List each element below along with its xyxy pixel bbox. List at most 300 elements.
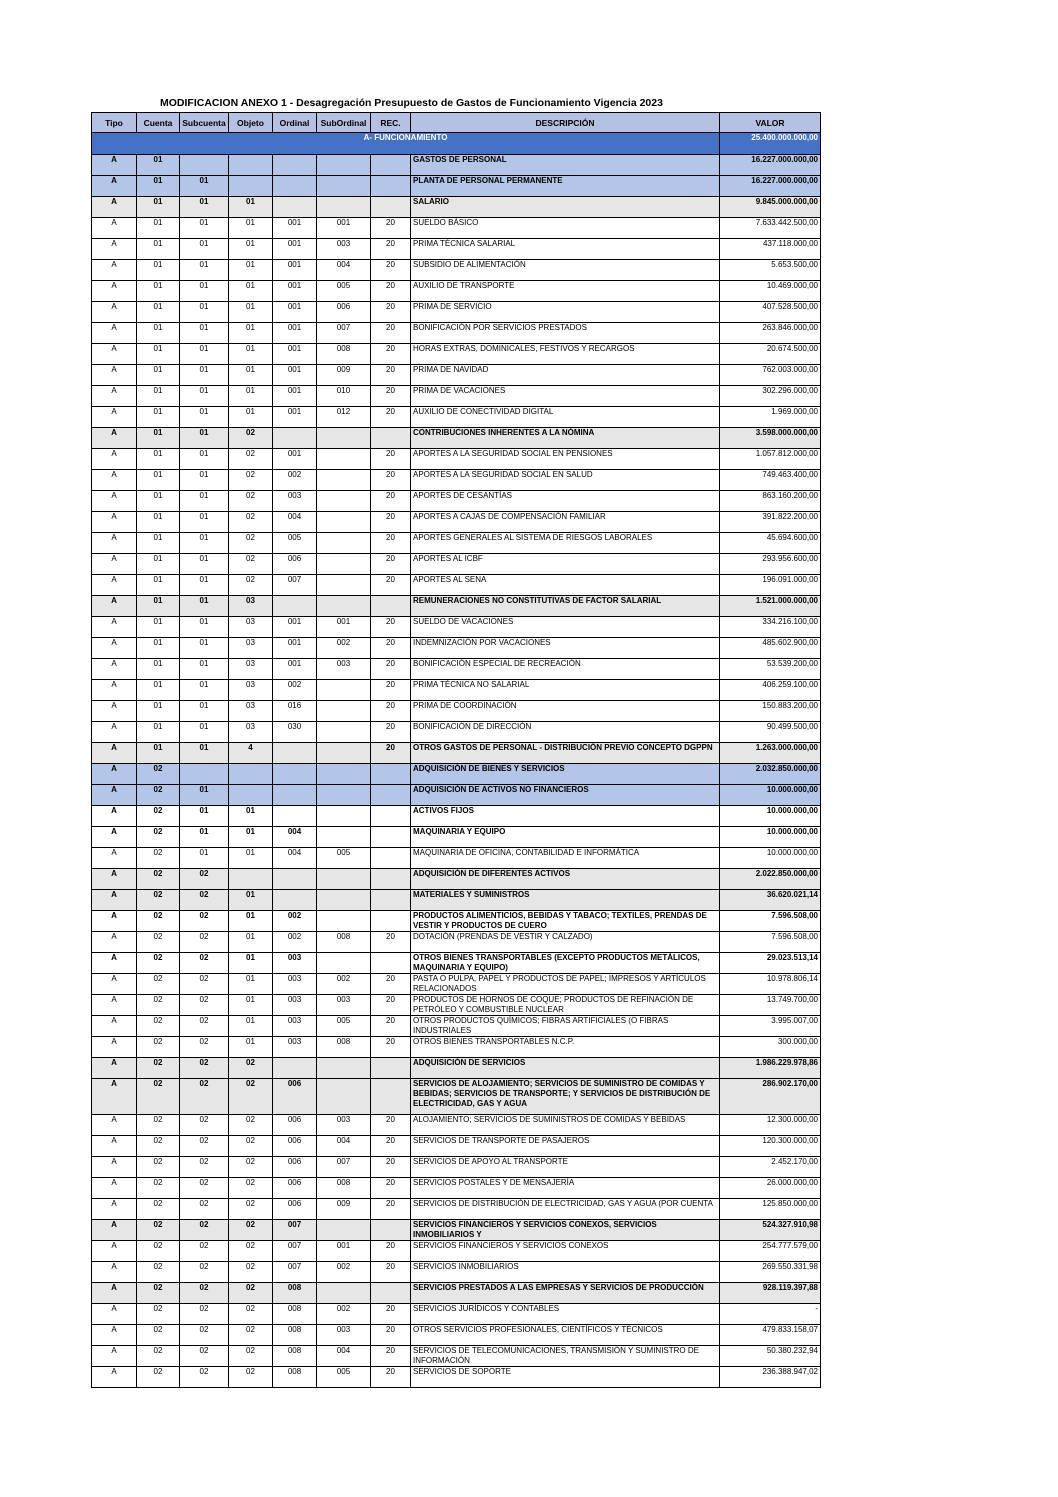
cell-cuenta: 02 <box>137 911 180 932</box>
table-row <box>92 680 821 701</box>
table-row <box>92 1157 821 1178</box>
cell-subordinal: 005 <box>317 1016 371 1037</box>
cell-subordinal <box>317 764 371 785</box>
cell-subordinal: 003 <box>317 659 371 680</box>
cell-tipo: A <box>92 995 137 1016</box>
cell-tipo: A <box>92 407 137 428</box>
table-row <box>92 386 821 407</box>
cell-subordinal: 012 <box>317 407 371 428</box>
cell-subcuenta: 01 <box>180 617 229 638</box>
cell-cuenta: 01 <box>137 470 180 491</box>
cell-subcuenta: 02 <box>180 1220 229 1241</box>
cell-rec: 20 <box>371 1037 411 1058</box>
table-row <box>92 659 821 680</box>
cell-objeto: 01 <box>229 281 273 302</box>
cell-cuenta: 01 <box>137 617 180 638</box>
cell-cuenta: 01 <box>137 722 180 743</box>
cell-valor: 286.902.170,00 <box>720 1079 821 1115</box>
cell-cuenta: 01 <box>137 701 180 722</box>
cell-tipo: A <box>92 1283 137 1304</box>
cell-valor: 437.118.000,00 <box>720 239 821 260</box>
cell-cuenta: 01 <box>137 176 180 197</box>
col-header-cuenta: Cuenta <box>137 113 180 133</box>
section-band-row <box>92 133 821 155</box>
col-header-subcuenta: Subcuenta <box>180 113 229 133</box>
cell-descripcion: MATERIALES Y SUMINISTROS <box>411 890 720 911</box>
cell-tipo: A <box>92 533 137 554</box>
cell-tipo: A <box>92 1262 137 1283</box>
cell-descripcion: INDEMNIZACIÓN POR VACACIONES <box>411 638 720 659</box>
cell-objeto: 02 <box>229 491 273 512</box>
cell-objeto: 02 <box>229 1304 273 1325</box>
cell-descripcion: SERVICIOS DE TRANSPORTE DE PASAJEROS <box>411 1136 720 1157</box>
cell-subcuenta: 01 <box>180 470 229 491</box>
col-header-descripcion: DESCRIPCIÓN <box>411 113 720 133</box>
table-row <box>92 491 821 512</box>
cell-valor: 1.521.000.000,00 <box>720 596 821 617</box>
cell-subcuenta: 01 <box>180 533 229 554</box>
cell-objeto: 03 <box>229 617 273 638</box>
table-row <box>92 617 821 638</box>
cell-valor: 45.694.600,00 <box>720 533 821 554</box>
cell-objeto: 02 <box>229 449 273 470</box>
cell-subcuenta: 02 <box>180 1367 229 1388</box>
cell-valor: 293.956.600,00 <box>720 554 821 575</box>
table-row <box>92 848 821 869</box>
cell-cuenta: 02 <box>137 1283 180 1304</box>
cell-descripcion: SERVICIOS DE APOYO AL TRANSPORTE <box>411 1157 720 1178</box>
cell-cuenta: 01 <box>137 596 180 617</box>
cell-tipo: A <box>92 701 137 722</box>
cell-tipo: A <box>92 470 137 491</box>
cell-subordinal: 007 <box>317 1157 371 1178</box>
cell-valor: 485.602.900,00 <box>720 638 821 659</box>
cell-subordinal <box>317 596 371 617</box>
cell-rec: 20 <box>371 239 411 260</box>
table-row <box>92 1283 821 1304</box>
cell-descripcion: PRIMA TÉCNICA NO SALARIAL <box>411 680 720 701</box>
cell-descripcion: SERVICIOS DE SOPORTE <box>411 1367 720 1388</box>
cell-tipo: A <box>92 260 137 281</box>
cell-cuenta: 01 <box>137 218 180 239</box>
cell-rec: 20 <box>371 512 411 533</box>
cell-descripcion: ADQUISICIÓN DE DIFERENTES ACTIVOS <box>411 869 720 890</box>
cell-descripcion: DOTACIÓN (PRENDAS DE VESTIR Y CALZADO) <box>411 932 720 953</box>
cell-subordinal <box>317 554 371 575</box>
cell-cuenta: 02 <box>137 932 180 953</box>
cell-ordinal <box>273 596 317 617</box>
cell-valor: 302.296.000,00 <box>720 386 821 407</box>
cell-descripcion: SERVICIOS DE TELECOMUNICACIONES, TRANSMISIÓN Y SUMINISTRO DE INFORMACIÓN <box>411 1346 720 1367</box>
cell-tipo: A <box>92 1304 137 1325</box>
cell-rec <box>371 890 411 911</box>
table-row <box>92 1241 821 1262</box>
cell-ordinal: 005 <box>273 533 317 554</box>
cell-cuenta: 01 <box>137 239 180 260</box>
cell-objeto: 02 <box>229 575 273 596</box>
cell-objeto: 01 <box>229 1016 273 1037</box>
cell-rec <box>371 1220 411 1241</box>
cell-descripcion: AUXILIO DE TRANSPORTE <box>411 281 720 302</box>
cell-rec: 20 <box>371 617 411 638</box>
cell-descripcion: APORTES AL ICBF <box>411 554 720 575</box>
cell-cuenta: 01 <box>137 428 180 449</box>
cell-descripcion: MAQUINARIA DE OFICINA, CONTABILIDAD E INFORMÁTICA <box>411 848 720 869</box>
cell-tipo: A <box>92 722 137 743</box>
cell-valor: 2.452.170,00 <box>720 1157 821 1178</box>
cell-subcuenta: 01 <box>180 743 229 764</box>
table-row <box>92 449 821 470</box>
cell-cuenta: 02 <box>137 806 180 827</box>
col-header-subordinal: SubOrdinal <box>317 113 371 133</box>
cell-ordinal: 003 <box>273 953 317 974</box>
cell-valor: 50.380.232,94 <box>720 1346 821 1367</box>
col-header-valor: VALOR <box>720 113 821 133</box>
cell-tipo: A <box>92 449 137 470</box>
cell-objeto: 02 <box>229 1262 273 1283</box>
cell-subcuenta: 02 <box>180 1157 229 1178</box>
cell-rec: 20 <box>371 743 411 764</box>
cell-rec: 20 <box>371 995 411 1016</box>
cell-tipo: A <box>92 638 137 659</box>
cell-ordinal: 001 <box>273 344 317 365</box>
cell-objeto: 02 <box>229 512 273 533</box>
cell-subordinal <box>317 785 371 806</box>
cell-tipo: A <box>92 1325 137 1346</box>
cell-objeto: 01 <box>229 953 273 974</box>
cell-subordinal: 005 <box>317 281 371 302</box>
cell-subordinal <box>317 869 371 890</box>
cell-ordinal: 001 <box>273 281 317 302</box>
cell-rec <box>371 869 411 890</box>
table-row <box>92 554 821 575</box>
cell-rec: 20 <box>371 260 411 281</box>
cell-objeto: 01 <box>229 1037 273 1058</box>
cell-objeto: 01 <box>229 302 273 323</box>
cell-descripcion: OTROS PRODUCTOS QUÍMICOS; FIBRAS ARTIFICIALES (O FIBRAS INDUSTRIALES <box>411 1016 720 1037</box>
cell-rec <box>371 953 411 974</box>
cell-objeto: 03 <box>229 659 273 680</box>
cell-valor: 150.883.200,00 <box>720 701 821 722</box>
cell-subcuenta: 02 <box>180 1037 229 1058</box>
table-row <box>92 323 821 344</box>
cell-rec: 20 <box>371 344 411 365</box>
cell-objeto: 01 <box>229 806 273 827</box>
cell-subcuenta: 02 <box>180 1058 229 1079</box>
cell-descripcion: ACTIVOS FIJOS <box>411 806 720 827</box>
cell-subordinal <box>317 722 371 743</box>
cell-subcuenta: 01 <box>180 407 229 428</box>
cell-objeto: 03 <box>229 638 273 659</box>
cell-subcuenta: 02 <box>180 1136 229 1157</box>
cell-tipo: A <box>92 239 137 260</box>
cell-subcuenta: 02 <box>180 1115 229 1136</box>
cell-valor: 300.000,00 <box>720 1037 821 1058</box>
cell-subordinal <box>317 1079 371 1115</box>
cell-subcuenta: 01 <box>180 638 229 659</box>
cell-descripcion: BONIFICACIÓN POR SERVICIOS PRESTADOS <box>411 323 720 344</box>
cell-tipo: A <box>92 953 137 974</box>
cell-subordinal <box>317 176 371 197</box>
table-row <box>92 575 821 596</box>
cell-descripcion: BONIFICACIÓN DE DIRECCIÓN <box>411 722 720 743</box>
table-row <box>92 953 821 974</box>
cell-objeto: 02 <box>229 470 273 491</box>
cell-cuenta: 02 <box>137 1199 180 1220</box>
cell-ordinal: 008 <box>273 1283 317 1304</box>
cell-cuenta: 02 <box>137 1037 180 1058</box>
budget-table <box>91 112 821 1388</box>
cell-ordinal: 003 <box>273 974 317 995</box>
cell-rec: 20 <box>371 680 411 701</box>
cell-cuenta: 01 <box>137 554 180 575</box>
cell-objeto <box>229 176 273 197</box>
table-row <box>92 911 821 932</box>
cell-subcuenta: 01 <box>180 554 229 575</box>
cell-subcuenta: 01 <box>180 785 229 806</box>
cell-cuenta: 02 <box>137 1178 180 1199</box>
cell-subordinal: 005 <box>317 848 371 869</box>
cell-subordinal: 006 <box>317 302 371 323</box>
cell-objeto: 02 <box>229 1220 273 1241</box>
cell-ordinal <box>273 806 317 827</box>
cell-descripcion: OTROS SERVICIOS PROFESIONALES, CIENTÍFICOS Y TÉCNICOS <box>411 1325 720 1346</box>
cell-ordinal <box>273 176 317 197</box>
cell-valor: 13.749.700,00 <box>720 995 821 1016</box>
cell-cuenta: 02 <box>137 1262 180 1283</box>
cell-descripcion: SERVICIOS PRESTADOS A LAS EMPRESAS Y SERVICIOS DE PRODUCCIÓN <box>411 1283 720 1304</box>
cell-descripcion: CONTRIBUCIONES INHERENTES A LA NÓMINA <box>411 428 720 449</box>
cell-rec <box>371 764 411 785</box>
cell-subordinal: 003 <box>317 239 371 260</box>
cell-tipo: A <box>92 890 137 911</box>
cell-subordinal <box>317 911 371 932</box>
cell-cuenta: 02 <box>137 1346 180 1367</box>
cell-subcuenta: 01 <box>180 302 229 323</box>
cell-valor: 10.000.000,00 <box>720 806 821 827</box>
cell-tipo: A <box>92 491 137 512</box>
cell-valor: 254.777.579,00 <box>720 1241 821 1262</box>
cell-rec: 20 <box>371 1304 411 1325</box>
cell-cuenta: 02 <box>137 1016 180 1037</box>
table-row <box>92 743 821 764</box>
cell-subordinal: 002 <box>317 1304 371 1325</box>
cell-valor: 2.032.850.000,00 <box>720 764 821 785</box>
cell-subcuenta: 01 <box>180 512 229 533</box>
cell-cuenta: 02 <box>137 1115 180 1136</box>
cell-ordinal: 001 <box>273 617 317 638</box>
cell-subordinal: 001 <box>317 617 371 638</box>
cell-tipo: A <box>92 1346 137 1367</box>
cell-valor: 1.986.229.978,86 <box>720 1058 821 1079</box>
cell-rec: 20 <box>371 1115 411 1136</box>
cell-ordinal <box>273 1058 317 1079</box>
cell-ordinal <box>273 890 317 911</box>
table-row <box>92 995 821 1016</box>
cell-subcuenta: 02 <box>180 1079 229 1115</box>
cell-ordinal: 008 <box>273 1346 317 1367</box>
table-row <box>92 827 821 848</box>
cell-valor: 7.633.442.500,00 <box>720 218 821 239</box>
cell-valor: 928.119.397,88 <box>720 1283 821 1304</box>
cell-valor: 3.995.007,00 <box>720 1016 821 1037</box>
document-title: MODIFICACION ANEXO 1 - Desagregación Presupuesto de Gastos de Funcionamiento Vigencia 2023 <box>160 97 663 109</box>
cell-descripcion: SERVICIOS DE ALOJAMIENTO; SERVICIOS DE SUMINISTRO DE COMIDAS Y BEBIDAS; SERVICIOS DE TRANSPORTE; Y SERVICIOS DE DISTRIBUCIÓN DE ELECTRICIDAD, GAS Y AGUA <box>411 1079 720 1115</box>
cell-objeto: 01 <box>229 407 273 428</box>
cell-objeto <box>229 155 273 176</box>
cell-objeto: 01 <box>229 911 273 932</box>
cell-objeto: 02 <box>229 533 273 554</box>
table-row <box>92 974 821 995</box>
cell-valor: 263.846.000,00 <box>720 323 821 344</box>
cell-objeto: 4 <box>229 743 273 764</box>
cell-valor: 7.596.508,00 <box>720 932 821 953</box>
table-row <box>92 806 821 827</box>
table-row <box>92 407 821 428</box>
cell-tipo: A <box>92 848 137 869</box>
cell-tipo: A <box>92 1199 137 1220</box>
table-header-row <box>92 113 821 133</box>
cell-cuenta: 02 <box>137 848 180 869</box>
table-row <box>92 1115 821 1136</box>
cell-descripcion: PLANTA DE PERSONAL PERMANENTE <box>411 176 720 197</box>
cell-objeto: 01 <box>229 890 273 911</box>
cell-ordinal: 006 <box>273 1136 317 1157</box>
cell-ordinal <box>273 764 317 785</box>
table-row <box>92 1079 821 1115</box>
cell-rec <box>371 596 411 617</box>
cell-descripcion: SUBSIDIO DE ALIMENTACIÓN <box>411 260 720 281</box>
cell-subcuenta: 02 <box>180 1283 229 1304</box>
cell-subcuenta: 02 <box>180 1346 229 1367</box>
cell-ordinal: 008 <box>273 1304 317 1325</box>
cell-objeto: 02 <box>229 1283 273 1304</box>
cell-rec: 20 <box>371 218 411 239</box>
cell-ordinal: 006 <box>273 1178 317 1199</box>
table-row <box>92 533 821 554</box>
cell-objeto: 02 <box>229 1346 273 1367</box>
cell-descripcion: SERVICIOS JURÍDICOS Y CONTABLES <box>411 1304 720 1325</box>
cell-cuenta: 01 <box>137 512 180 533</box>
cell-descripcion: PRIMA DE COORDINACIÓN <box>411 701 720 722</box>
cell-valor: 407.528.500,00 <box>720 302 821 323</box>
cell-valor: 10.000.000,00 <box>720 785 821 806</box>
cell-subordinal <box>317 575 371 596</box>
cell-valor: 5.653.500,00 <box>720 260 821 281</box>
cell-tipo: A <box>92 680 137 701</box>
cell-subcuenta: 02 <box>180 1304 229 1325</box>
table-row <box>92 428 821 449</box>
table-row <box>92 1178 821 1199</box>
cell-subcuenta: 02 <box>180 974 229 995</box>
cell-subcuenta: 01 <box>180 701 229 722</box>
cell-subordinal: 001 <box>317 1241 371 1262</box>
cell-tipo: A <box>92 155 137 176</box>
cell-ordinal: 030 <box>273 722 317 743</box>
cell-valor: 749.463.400,00 <box>720 470 821 491</box>
cell-rec: 20 <box>371 659 411 680</box>
cell-tipo: A <box>92 869 137 890</box>
cell-rec: 20 <box>371 1346 411 1367</box>
cell-objeto: 02 <box>229 554 273 575</box>
table-row <box>92 1016 821 1037</box>
col-header-tipo: Tipo <box>92 113 137 133</box>
cell-valor: 20.674.500,00 <box>720 344 821 365</box>
cell-descripcion: ALOJAMIENTO; SERVICIOS DE SUMINISTROS DE COMIDAS Y BEBIDAS <box>411 1115 720 1136</box>
cell-rec: 20 <box>371 575 411 596</box>
cell-tipo: A <box>92 911 137 932</box>
cell-rec: 20 <box>371 701 411 722</box>
cell-valor: 1.057.812.000,00 <box>720 449 821 470</box>
cell-tipo: A <box>92 1241 137 1262</box>
cell-tipo: A <box>92 1058 137 1079</box>
table-row <box>92 1325 821 1346</box>
cell-subcuenta: 01 <box>180 386 229 407</box>
cell-tipo: A <box>92 1079 137 1115</box>
cell-descripcion: GASTOS DE PERSONAL <box>411 155 720 176</box>
cell-subcuenta: 02 <box>180 1241 229 1262</box>
table-row <box>92 785 821 806</box>
cell-descripcion: APORTES AL SENA <box>411 575 720 596</box>
cell-rec: 20 <box>371 407 411 428</box>
cell-valor: 12.300.000,00 <box>720 1115 821 1136</box>
cell-descripcion: AUXILIO DE CONECTIVIDAD DIGITAL <box>411 407 720 428</box>
cell-cuenta: 02 <box>137 869 180 890</box>
cell-objeto: 01 <box>229 932 273 953</box>
cell-objeto: 01 <box>229 848 273 869</box>
cell-cuenta: 01 <box>137 407 180 428</box>
cell-rec <box>371 1079 411 1115</box>
cell-cuenta: 01 <box>137 743 180 764</box>
cell-cuenta: 02 <box>137 1136 180 1157</box>
cell-rec: 20 <box>371 470 411 491</box>
cell-ordinal: 004 <box>273 512 317 533</box>
table-row <box>92 722 821 743</box>
cell-subordinal <box>317 701 371 722</box>
cell-rec: 20 <box>371 386 411 407</box>
cell-subordinal <box>317 533 371 554</box>
cell-objeto: 01 <box>229 974 273 995</box>
cell-valor: 196.091.000,00 <box>720 575 821 596</box>
table-row <box>92 1367 821 1388</box>
cell-subordinal <box>317 1220 371 1241</box>
cell-ordinal <box>273 743 317 764</box>
cell-valor: 10.000.000,00 <box>720 848 821 869</box>
cell-valor: 26.000.000,00 <box>720 1178 821 1199</box>
cell-valor: 479.833.158,07 <box>720 1325 821 1346</box>
cell-subordinal: 009 <box>317 365 371 386</box>
cell-rec: 20 <box>371 1325 411 1346</box>
cell-ordinal: 001 <box>273 365 317 386</box>
cell-descripcion: ADQUISICIÓN DE BIENES Y SERVICIOS <box>411 764 720 785</box>
cell-descripcion: ADQUISICIÓN DE ACTIVOS NO FINANCIEROS <box>411 785 720 806</box>
cell-tipo: A <box>92 1220 137 1241</box>
cell-cuenta: 01 <box>137 260 180 281</box>
cell-tipo: A <box>92 281 137 302</box>
cell-valor: 16.227.000.000,00 <box>720 155 821 176</box>
cell-descripcion: APORTES DE CESANTÍAS <box>411 491 720 512</box>
cell-valor: 120.300.000,00 <box>720 1136 821 1157</box>
cell-rec: 20 <box>371 554 411 575</box>
cell-descripcion: SERVICIOS POSTALES Y DE MENSAJERÍA <box>411 1178 720 1199</box>
cell-tipo: A <box>92 827 137 848</box>
cell-descripcion: PRODUCTOS DE HORNOS DE COQUE; PRODUCTOS DE REFINACIÓN DE PETRÓLEO Y COMBUSTIBLE NUCLEAR <box>411 995 720 1016</box>
cell-cuenta: 02 <box>137 1157 180 1178</box>
cell-subordinal: 003 <box>317 995 371 1016</box>
cell-cuenta: 01 <box>137 281 180 302</box>
cell-tipo: A <box>92 659 137 680</box>
cell-tipo: A <box>92 1115 137 1136</box>
